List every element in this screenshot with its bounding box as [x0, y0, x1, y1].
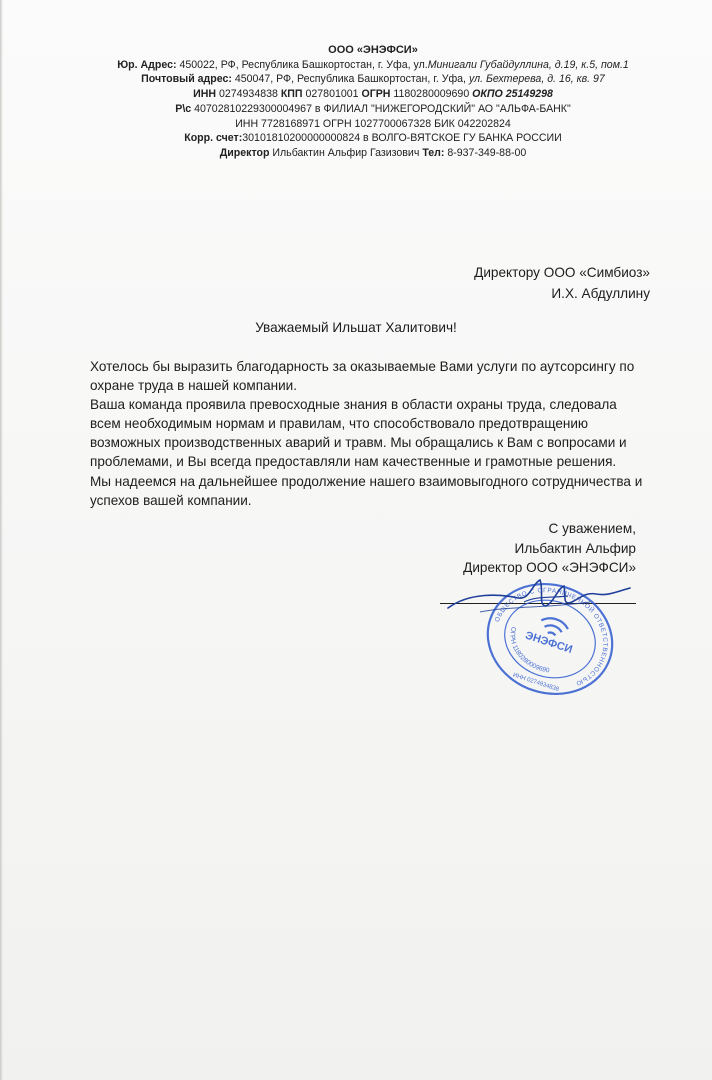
bank-account [88, 102, 658, 117]
legal-address-value: 450022, РФ, Республика Башкортостан, г. Уфа, ул. [179, 58, 428, 71]
closing-signer-title: Директор ООО «ЭНЭФСИ» [463, 560, 636, 575]
account-label: Р\с [175, 102, 192, 115]
letterhead [88, 43, 658, 161]
recipient-block [474, 263, 650, 304]
legal-address-street: Минигали Губайдуллина, д.19, к.5, пом.1 [427, 58, 629, 71]
stamp-ring-text: ОБЩЕСТВО С ОГРАНИЧЕННОЙ ОТВЕТСТВЕННОСТЬЮ [493, 587, 609, 687]
stamp-center-name: ЭНЭФСИ [523, 629, 574, 657]
corr-label: Корр. счет: [184, 132, 243, 145]
kpp-label: КПП [280, 88, 303, 101]
phone-label: Тел: [422, 146, 445, 159]
inn-value: 0274934838 [218, 88, 278, 101]
legal-address-label: Юр. Адрес: [117, 58, 177, 71]
director-label: Директор [219, 146, 270, 159]
page-edge-shadow [0, 0, 3, 1080]
okpo-value: 25149298 [505, 88, 553, 101]
closing-regards: С уважением, [548, 521, 636, 536]
recipient-position: Директору ООО «Симбиоз» [474, 265, 650, 280]
stamp-inn-text: ИНН 0274934838 [512, 672, 560, 694]
account-bank-prefix: в [314, 102, 321, 115]
kpp-value: 027801001 [305, 88, 359, 101]
letter-body [90, 357, 660, 510]
recipient-name: И.Х. Абдуллину [551, 285, 650, 301]
stamp-ogrn-text: ОГРН 1180280009690 [508, 626, 550, 675]
salutation: Уважаемый Ильшат Халитович! [255, 320, 457, 335]
closing-block [463, 519, 636, 578]
company-registration [88, 87, 658, 102]
postal-address [88, 72, 658, 87]
body-line: охране труда в нашей компании. [90, 378, 297, 394]
company-name: ООО «ЭНЭФСИ» [328, 44, 418, 56]
director-contact [88, 146, 658, 161]
body-line: Мы надеемся на дальнейшее продолжение нашего взаимовыгодного сотрудничества и [90, 473, 643, 489]
body-line: всем необходимым нормам и правилам, что способствовало предотвращению [90, 416, 589, 432]
postal-address-street: ул. Бехтерева, д. 16, кв. 97 [468, 73, 605, 86]
closing-signer-name: Ильбактин Альфир [514, 540, 636, 556]
account-value: 40702810229300004967 [194, 102, 312, 115]
inn-label: ИНН [193, 88, 217, 101]
body-line: Ваша команда проявила превосходные знания в области охраны труда, следовала [90, 397, 617, 413]
director-value: Ильбактин Альфир Газизович [272, 146, 420, 159]
ogrn-label: ОГРН [361, 88, 391, 101]
handwritten-signature [440, 572, 640, 632]
bank-details: ИНН 7728168971 ОГРН 1027700067328 БИК 042202824 [235, 117, 511, 130]
postal-address-label: Почтовый адрес: [141, 73, 232, 86]
correspondent-account [88, 131, 658, 146]
phone-value: 8-937-349-88-00 [447, 146, 527, 159]
legal-address [88, 58, 658, 73]
postal-address-value: 450047, РФ, Республика Башкортостан, г. Уфа, [234, 73, 467, 86]
corr-value: 30101810200000000824 в ВОЛГО-ВЯТСКОЕ ГУ БАНКА РОССИИ [242, 132, 562, 145]
okpo-label: ОКПО [472, 88, 503, 101]
body-line: проблемами, и Вы всегда предоставляли нам качественные и грамотные решения. [90, 454, 617, 470]
body-line: успехов вашей компании. [90, 492, 252, 508]
ogrn-value: 1180280009690 [393, 88, 470, 101]
account-bank: ФИЛИАЛ "НИЖЕГОРОДСКИЙ" АО "АЛЬФА-БАНК" [323, 102, 571, 115]
body-line: возможных производственных аварий и травм. Мы обращались к Вам с вопросами и [90, 435, 627, 451]
body-line: Хотелось бы выразить благодарность за оказываемые Вами услуги по аутсорсингу по [90, 359, 635, 374]
